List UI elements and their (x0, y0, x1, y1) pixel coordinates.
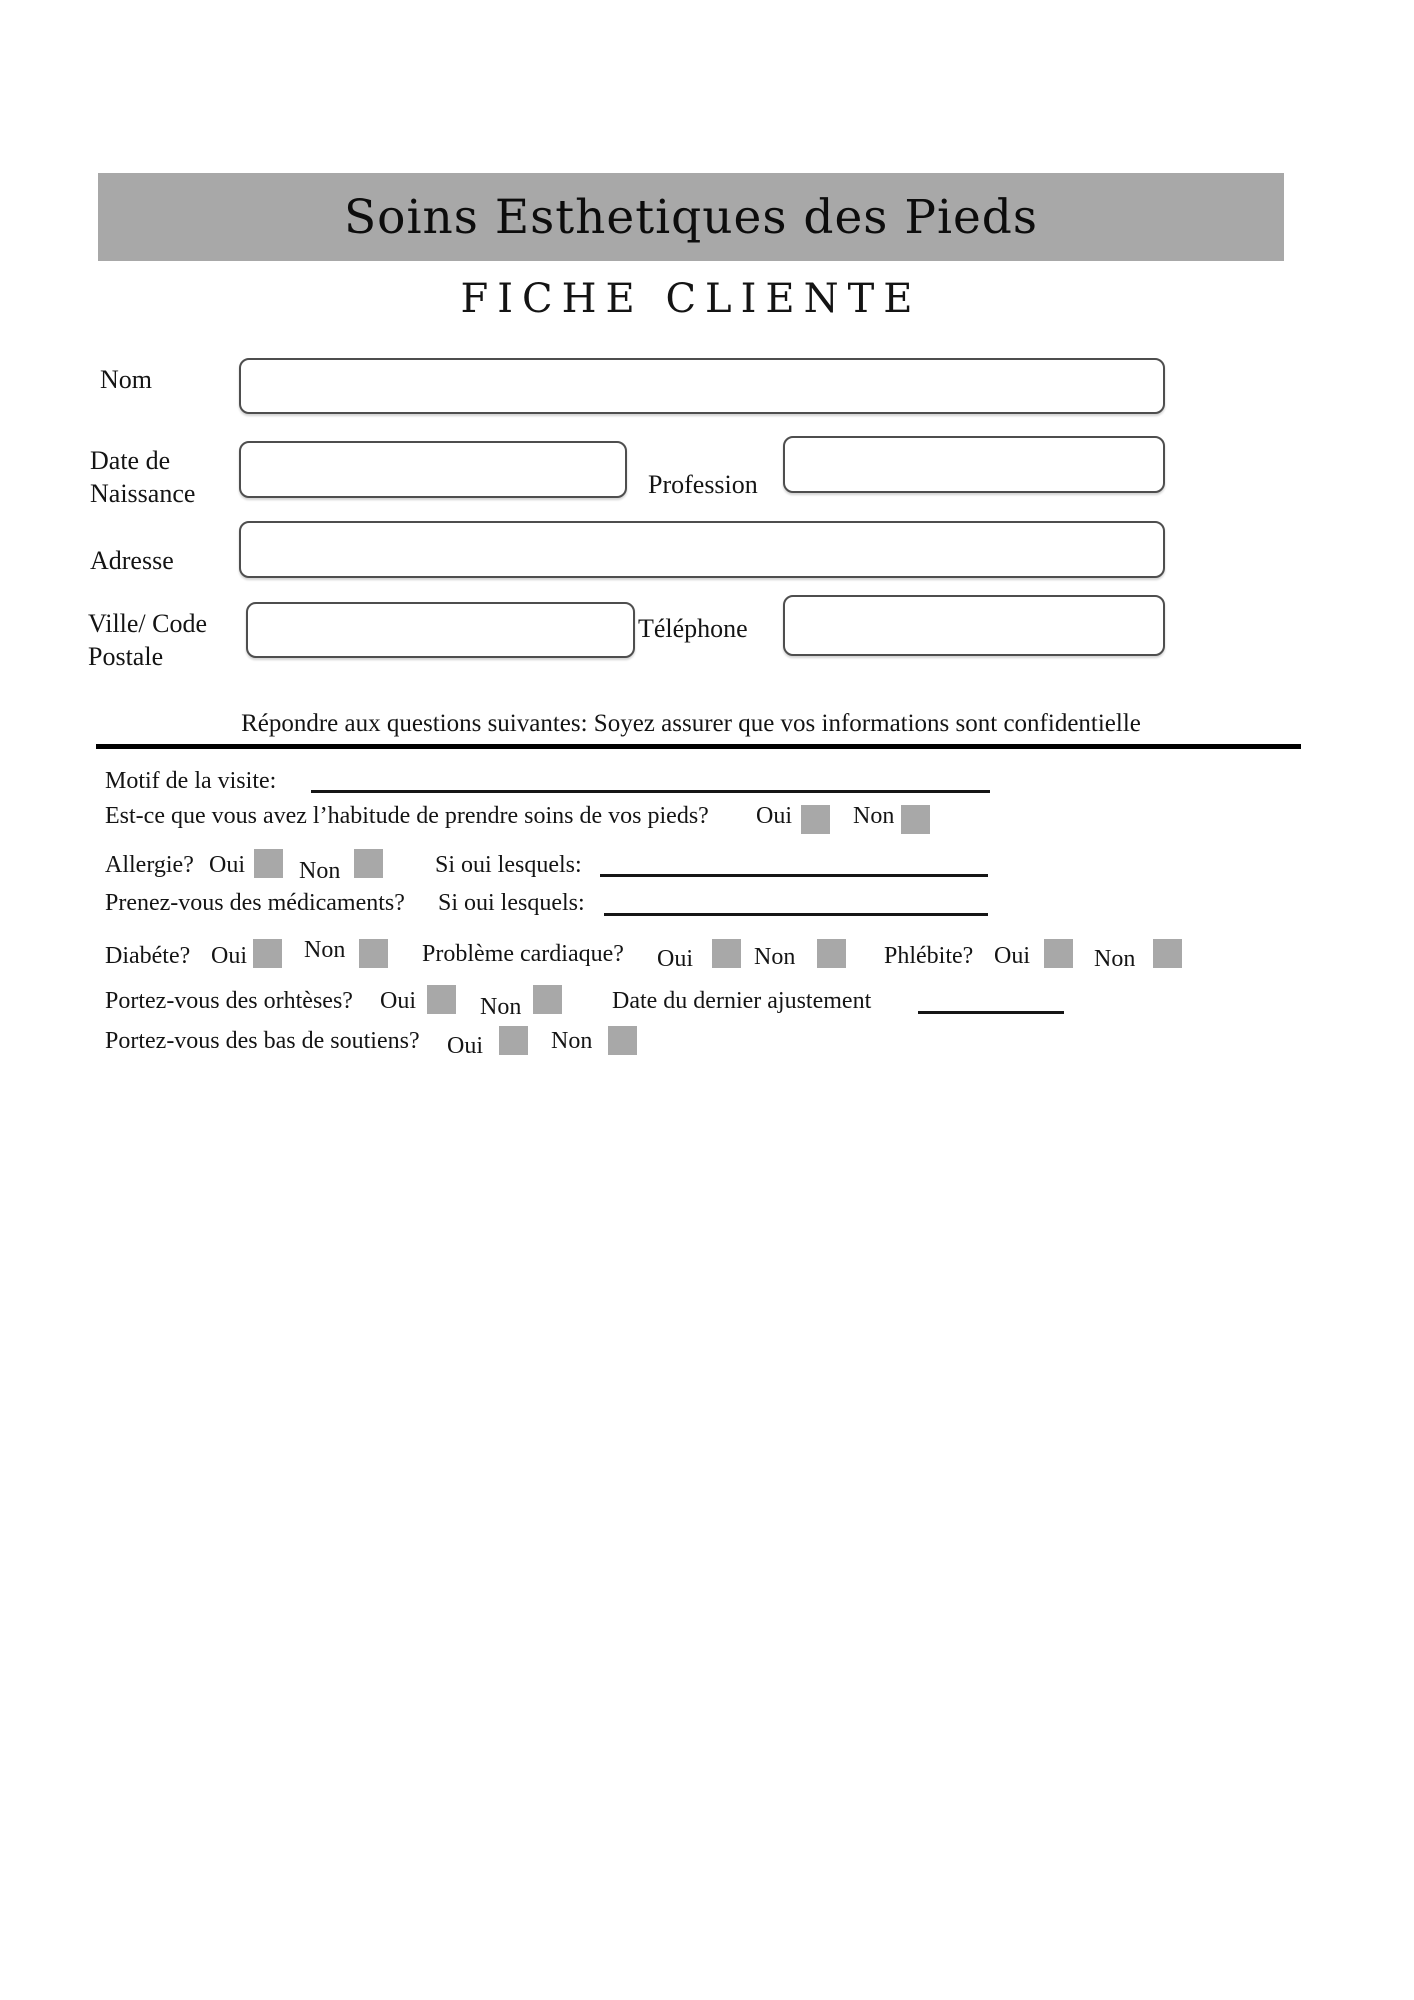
profession-label: Profession (648, 470, 758, 499)
bas-soutiens-non-label: Non (551, 1028, 593, 1054)
ortheses-oui-checkbox[interactable] (427, 985, 456, 1014)
medicaments-input-line[interactable] (604, 913, 988, 916)
habitude-oui-label: Oui (756, 803, 792, 829)
cardiaque-oui-label: Oui (657, 946, 693, 972)
habitude-non-checkbox[interactable] (901, 805, 930, 834)
ajustement-input-line[interactable] (918, 1011, 1064, 1014)
allergie-input-line[interactable] (600, 874, 988, 877)
ortheses-question: Portez-vous des orhtèses? (105, 988, 353, 1014)
ville-input[interactable] (246, 602, 635, 658)
diabete-oui-checkbox[interactable] (253, 939, 282, 968)
adresse-label: Adresse (90, 546, 174, 575)
phlebite-non-checkbox[interactable] (1153, 939, 1182, 968)
diabete-question: Diabéte? (105, 943, 191, 969)
cardiaque-non-label: Non (754, 944, 796, 970)
cardiaque-oui-checkbox[interactable] (712, 939, 741, 968)
title-banner (98, 173, 1284, 261)
medicaments-question: Prenez-vous des médicaments? (105, 890, 405, 916)
habitude-oui-checkbox[interactable] (801, 805, 830, 834)
diabete-non-label: Non (304, 937, 346, 963)
confidential-note: Répondre aux questions suivantes: Soyez assurer que vos informations sont confidentielle (241, 710, 1141, 737)
telephone-input[interactable] (783, 595, 1165, 656)
nom-label: Nom (100, 365, 152, 394)
motif-input-line[interactable] (311, 790, 990, 793)
allergie-detail-label: Si oui lesquels: (435, 852, 582, 878)
page-subtitle: FICHE CLIENTE (460, 276, 922, 322)
ortheses-non-label: Non (480, 994, 522, 1020)
diabete-oui-label: Oui (211, 943, 247, 969)
bas-soutiens-non-checkbox[interactable] (608, 1026, 637, 1055)
cardiaque-non-checkbox[interactable] (817, 939, 846, 968)
phlebite-oui-checkbox[interactable] (1044, 939, 1073, 968)
telephone-label: Téléphone (638, 614, 748, 643)
ville-label: Ville/ Code Postale (88, 609, 208, 671)
medicaments-detail-label: Si oui lesquels: (438, 890, 585, 916)
habitude-question: Est-ce que vous avez l’habitude de prendre soins de vos pieds? (105, 803, 709, 829)
ajustement-label: Date du dernier ajustement (612, 988, 872, 1014)
diabete-non-checkbox[interactable] (359, 939, 388, 968)
bas-soutiens-question: Portez-vous des bas de soutiens? (105, 1028, 420, 1054)
ortheses-oui-label: Oui (380, 988, 416, 1014)
allergie-question: Allergie? (105, 852, 194, 878)
allergie-non-checkbox[interactable] (354, 849, 383, 878)
bas-soutiens-oui-checkbox[interactable] (499, 1026, 528, 1055)
motif-label: Motif de la visite: (105, 768, 277, 794)
naissance-label: Date de Naissance (90, 446, 196, 508)
nom-input[interactable] (239, 358, 1165, 414)
phlebite-oui-label: Oui (994, 943, 1030, 969)
allergie-oui-label: Oui (209, 852, 245, 878)
cardiaque-question: Problème cardiaque? (422, 941, 624, 967)
adresse-input[interactable] (239, 521, 1165, 578)
profession-input[interactable] (783, 436, 1165, 493)
allergie-oui-checkbox[interactable] (254, 849, 283, 878)
allergie-non-label: Non (299, 858, 341, 884)
phlebite-non-label: Non (1094, 946, 1136, 972)
habitude-non-label: Non (853, 803, 895, 829)
bas-soutiens-oui-label: Oui (447, 1033, 483, 1059)
phlebite-question: Phlébite? (884, 943, 974, 969)
page-title: Soins Esthetiques des Pieds (343, 189, 1039, 245)
ortheses-non-checkbox[interactable] (533, 985, 562, 1014)
section-divider (96, 744, 1301, 749)
naissance-input[interactable] (239, 441, 627, 498)
